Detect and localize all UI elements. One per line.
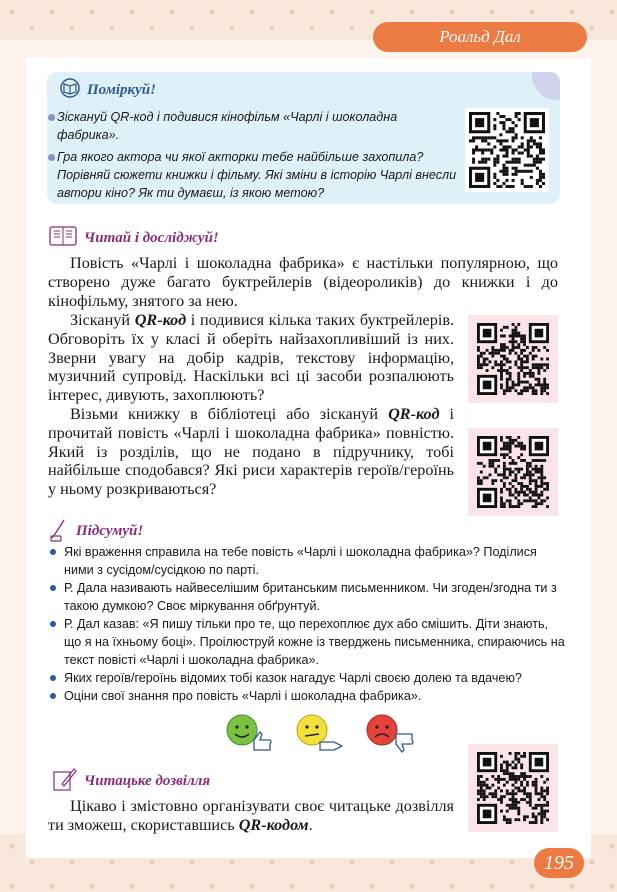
qr-code-film[interactable] <box>465 108 549 192</box>
qr-code-trailers[interactable] <box>468 315 558 403</box>
think-list <box>57 108 459 204</box>
open-book-icon <box>48 224 78 253</box>
text-run: . <box>308 815 313 834</box>
read-heading <box>48 224 219 253</box>
qr-pattern-icon <box>476 752 550 824</box>
text-run: і прочитай повість «Чарлі і шоколадна фабрика» повністю. Який із розділів, що не подано в підручнику, тобі найбільше сподобався? Які риси характерів героїв/героїнь у ньому розкриваються? <box>48 404 454 499</box>
text-run: і подивися кілька таких буктрейлерів. Обговоріть їх у класі й оберіть найзахопливіший із них. Зверни увагу на добір кадрів, текстову інформацію, музичний супровід. Наскільки всі ці засоби розпалюють інтерес, дивують, захоплюють? <box>48 311 455 405</box>
summary-title: Підсумуй! <box>76 523 144 539</box>
sad-thumbs-down-icon[interactable] <box>364 712 416 756</box>
read-paragraphs-2-3 <box>48 311 454 499</box>
paragraph-text: Повість «Чарлі і шоколадна фабрика» є настільки популярною, що створено дуже багато буктрейлерів (відеороликів) до книжки і до кінофільму, знятого за нею. <box>48 254 558 310</box>
summary-item: Р. Дала називають найвеселішим британським письменником. Чи згоден/згодна ти з такою думкою? Своє міркування обґрунтуй. <box>50 579 565 615</box>
qr-code-book[interactable] <box>468 428 558 516</box>
corner-decoration <box>532 72 560 100</box>
read-title: Читай і досліджуй! <box>84 230 219 246</box>
qr-code-mention: QR-код <box>134 311 187 329</box>
qr-pattern-icon <box>476 436 550 508</box>
neutral-thumb-side-icon[interactable] <box>294 712 346 756</box>
qr-code-leisure[interactable] <box>468 744 558 832</box>
think-item: Гра якого актора чи якої акторки тебе найбільше захопила? Порівняй сюжети книжки і фільму. Які зміни в історію Чарлі внесли автори кіно? Як ти думаєш, із якою метою? <box>57 148 459 202</box>
self-assessment-faces <box>224 712 416 756</box>
paragraph-text <box>48 797 454 835</box>
text-run: Цікаво і змістовно організувати своє читацьке дозвілля ти зможеш, скориставшись <box>48 797 454 834</box>
think-item: Зіскануй QR-код і подивися кінофільм «Чарлі і шоколадна фабрика». <box>57 108 459 144</box>
think-heading <box>59 78 156 103</box>
author-tab: Роальд Дал <box>373 22 587 52</box>
think-box <box>47 72 560 204</box>
paragraph-text <box>48 405 454 499</box>
qr-pattern-icon <box>469 112 545 188</box>
smile-thumbs-up-icon[interactable] <box>224 712 276 756</box>
summary-item: Оціни свої знання про повість «Чарлі і шоколадна фабрика». <box>50 687 565 705</box>
pen-paper-icon <box>52 766 78 797</box>
think-title: Поміркуй! <box>87 82 156 98</box>
text-run: Візьми книжку в бібліотеці або зіскануй <box>70 404 389 423</box>
leisure-heading <box>52 766 210 797</box>
read-paragraph-1 <box>48 254 558 310</box>
text-run: Зіскануй <box>70 311 135 329</box>
summary-item: Яких героїв/героїнь відомих тобі казок нагадує Чарлі своєю долею та вдачею? <box>50 669 565 687</box>
summary-list <box>50 543 565 705</box>
qr-pattern-icon <box>476 323 550 395</box>
leisure-title: Читацьке дозвілля <box>84 773 211 789</box>
leisure-paragraph <box>48 797 454 835</box>
qr-code-mention: QR-код <box>388 404 440 423</box>
paragraph-text <box>48 311 454 405</box>
summary-item: Р. Дал казав: «Я пишу тільки про те, що перехоплює дух або смішить. Діти знають, що я на їхньому боці». Проілюструй кожне із тверджень письменника, спираючись на текст повісті «Чарлі і шоколадна фабрика». <box>50 615 565 669</box>
book-think-icon <box>59 78 81 103</box>
summary-item: Які враження справила на тебе повість «Чарлі і шоколадна фабрика»? Поділися ними з сусідом/сусідкою по парті. <box>50 543 565 579</box>
qr-code-mention: QR-кодом <box>238 815 309 834</box>
page-number: 195 <box>534 848 584 878</box>
